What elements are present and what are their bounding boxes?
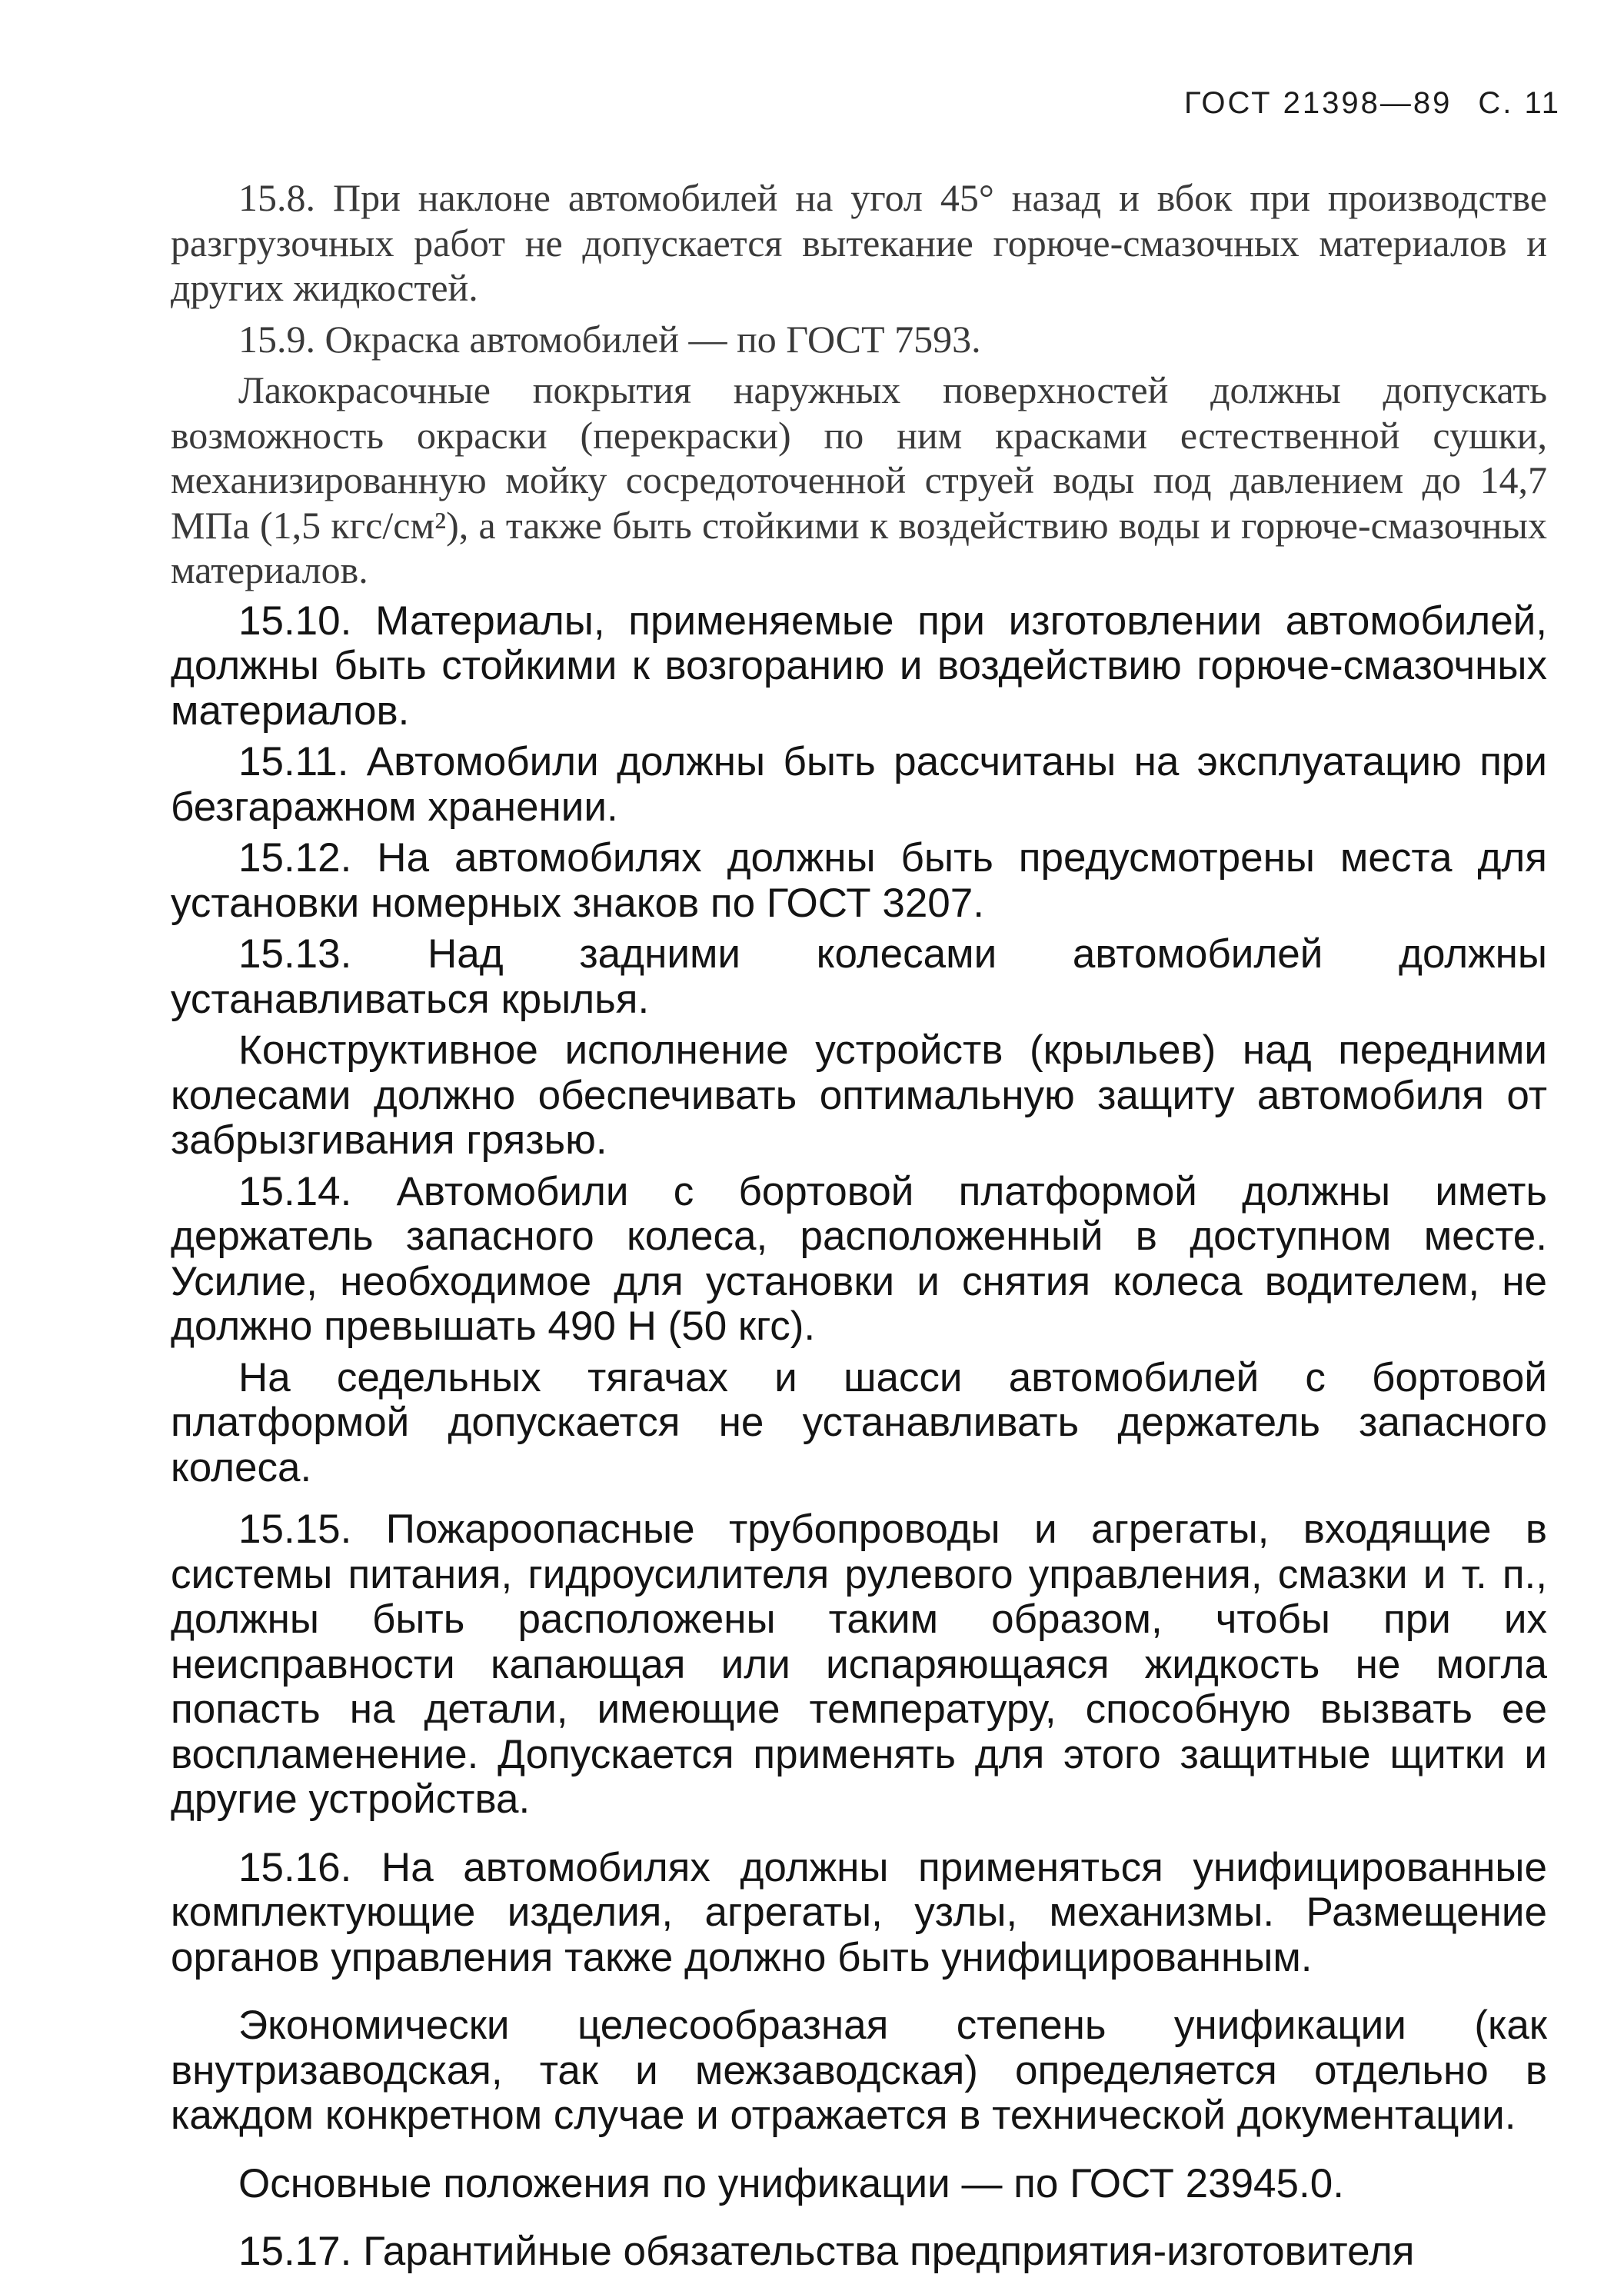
paragraph-15-14: 15.14. Автомобили с бортовой платформой должны иметь держатель запасного колеса, расположенный в доступном месте. Усилие, необходимое для установки и снятия колеса водителем, не должно превышать 490 Н (50 кгс). [171,1168,1547,1349]
standard-number: ГОСТ 21398—89 [1184,86,1453,120]
paragraph-fenders: Конструктивное исполнение устройств (крыльев) над передними колесами должно обеспечивать оптимальную защиту автомобиля от забрызгивания грязью. [171,1027,1547,1163]
paragraph-15-13: 15.13. Над задними колесами автомобилей должны устанавливаться крылья. [171,931,1547,1022]
paragraph-unification: Экономически целесообразная степень унификации (как внутризаводская, так и межзаводская) определяется отдельно в каждом конкретном случае и отражается в технической документации. [171,2003,1547,2138]
page-header [1130,86,1561,121]
paragraph-coatings: Лакокрасочные покрытия наружных поверхностей должны допускать возможность окраски (перекраски) по ним красками естественной сушки, механизированную мойку сосредоточенной струей воды под давлением до 14,7 МПа (1,5 кгс/см²), а также быть стойкими к воздействию воды и горюче-смазочных материалов. [171,368,1547,591]
paragraph-tractors: На седельных тягачах и шасси автомобилей с бортовой платформой допускается не устанавливать держатель запасного колеса. [171,1354,1547,1490]
paragraph-15-16: 15.16. На автомобилях должны применяться унифицированные комплектующие изделия, агрегаты, узлы, механизмы. Размещение органов управления также должно быть унифицированным. [171,1844,1547,1980]
paragraph-15-17: 15.17. Гарантийные обязательства предприятия-изготовителя [238,2229,1415,2274]
paragraph-15-12: 15.12. На автомобилях должны быть предусмотрены места для установки номерных знаков по ГОСТ 3207. [171,835,1547,926]
paragraph-unification-ref: Основные положения по унификации — по ГОСТ 23945.0. [238,2160,1344,2206]
paragraph-15-11: 15.11. Автомобили должны быть рассчитаны на эксплуатацию при безгаражном хранении. [171,739,1547,830]
paragraph-15-9: 15.9. Окраска автомобилей — по ГОСТ 7593. [238,317,981,361]
paragraph-15-15: 15.15. Пожароопасные трубопроводы и агрегаты, входящие в системы питания, гидроусилителя рулевого управления, смазки и т. п., должны быть расположены таким образом, чтобы при их неисправности капающая или испаряющаяся жидкость не могла попасть на детали, имеющие температуру, способную вызвать ее воспламенение. Допускается применять для этого защитные щитки и другие устройства. [171,1507,1547,1822]
paragraph-15-10: 15.10. Материалы, применяемые при изготовлении автомобилей, должны быть стойкими к возгоранию и воздействию горюче-смазочных материалов. [171,598,1547,734]
paragraph-15-8: 15.8. При наклоне автомобилей на угол 45° назад и вбок при производстве разгрузочных работ не допускается вытекание горюче-смазочных материалов и других жидкостей. [171,176,1547,309]
page-number: С. 11 [1478,86,1561,120]
document-body [171,175,1547,2281]
